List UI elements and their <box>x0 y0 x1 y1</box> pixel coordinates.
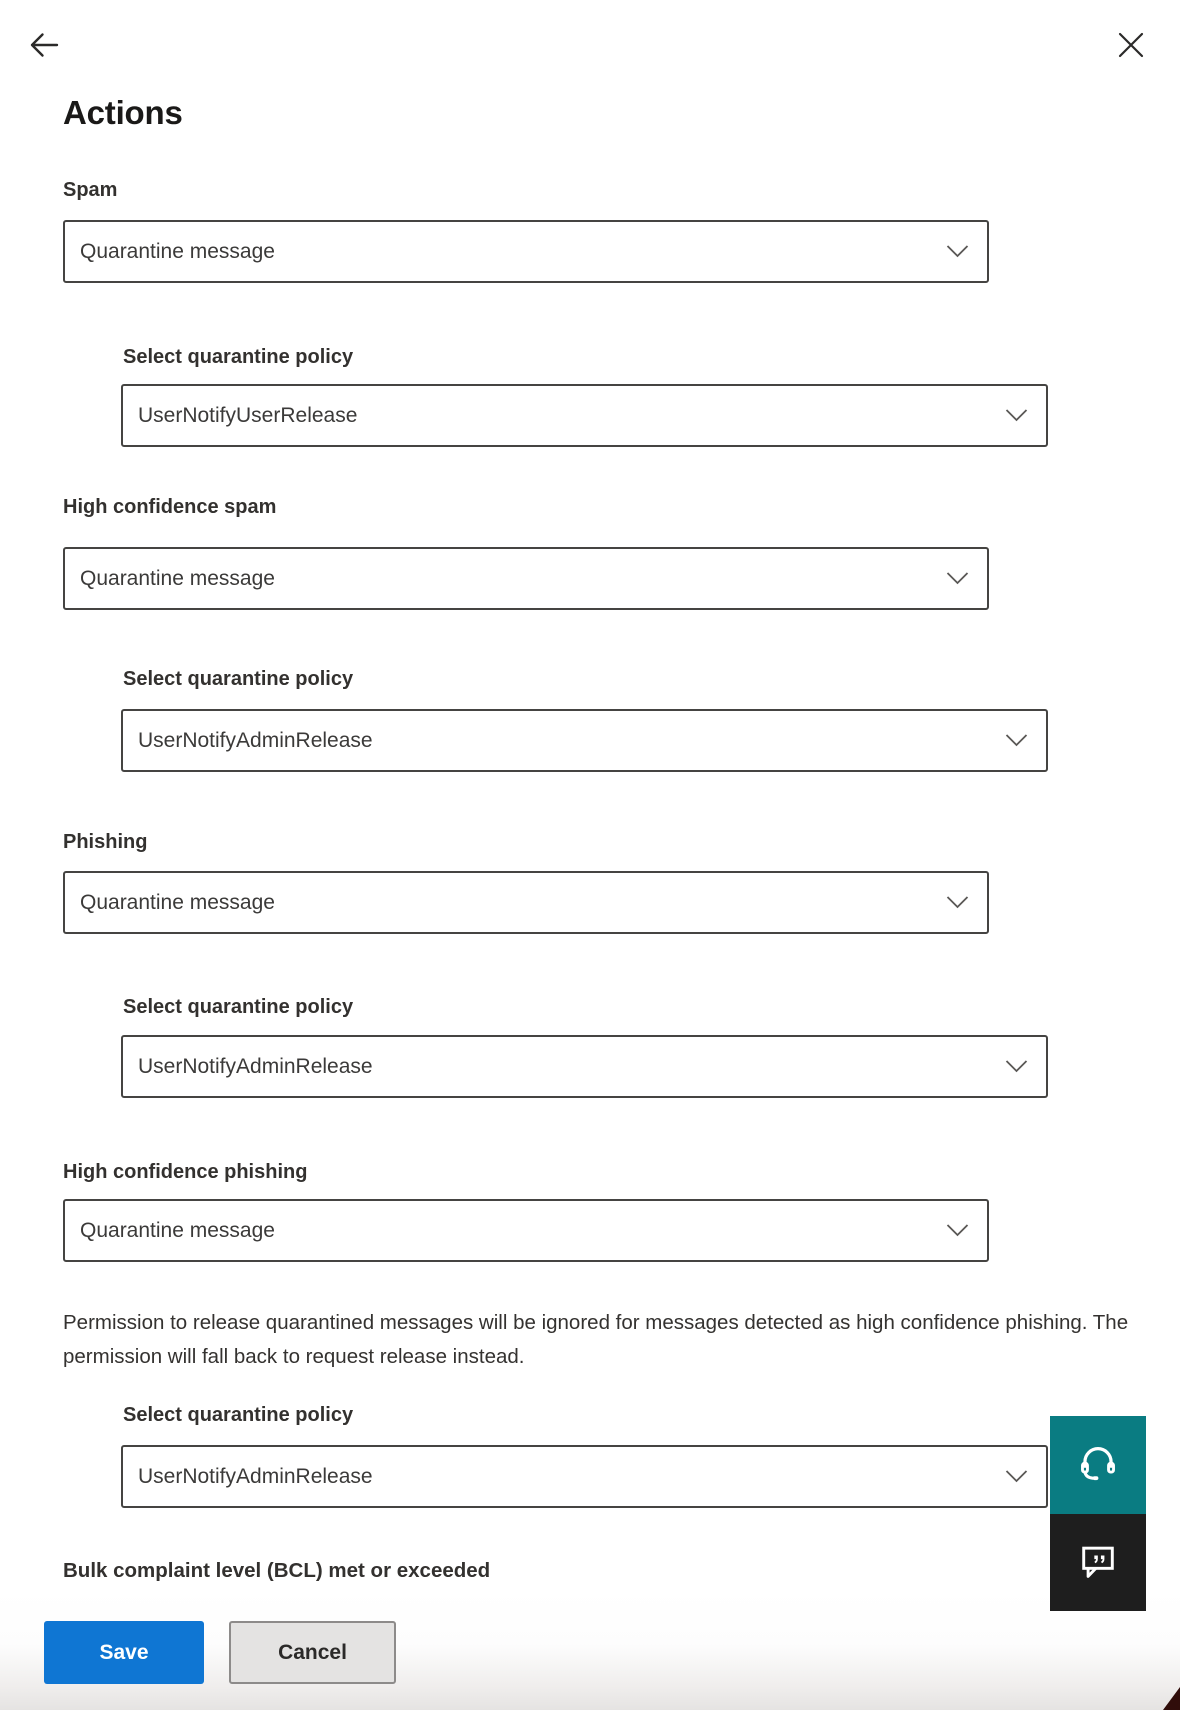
dropdown-selected-value: UserNotifyUserRelease <box>138 403 358 427</box>
hcs-quarantine-policy-dropdown[interactable] <box>121 709 1048 772</box>
chevron-down-icon <box>946 567 969 591</box>
hcp-quarantine-policy-dropdown[interactable] <box>121 1445 1048 1508</box>
field-label-spam: Spam <box>63 179 118 201</box>
help-button[interactable] <box>1050 1416 1146 1514</box>
dropdown-selected-value: Quarantine message <box>80 566 275 590</box>
back-arrow-icon <box>27 28 61 65</box>
feedback-button[interactable] <box>1050 1514 1146 1611</box>
save-button[interactable]: Save <box>44 1621 204 1684</box>
close-icon <box>1116 30 1146 63</box>
section-label-bulk-complaint-level: Bulk complaint level (BCL) met or exceeded <box>63 1559 491 1582</box>
field-label-phishing-quarantine-policy: Select quarantine policy <box>123 996 354 1018</box>
dropdown-selected-value: UserNotifyAdminRelease <box>138 1464 373 1488</box>
chat-bubble-icon <box>1076 1539 1120 1586</box>
close-button[interactable] <box>1110 26 1152 66</box>
dropdown-selected-value: Quarantine message <box>80 1218 275 1242</box>
high-confidence-phishing-note: Permission to release quarantined messages will be ignored for messages detected as high confidence phishing. The permission will fall back to request release instead. <box>63 1311 1129 1368</box>
back-button[interactable] <box>24 26 64 66</box>
field-label-phishing: Phishing <box>63 831 148 853</box>
page-title: Actions <box>63 94 183 131</box>
high-confidence-spam-action-dropdown[interactable] <box>63 547 989 610</box>
field-label-hcp-quarantine-policy: Select quarantine policy <box>123 1404 354 1426</box>
chevron-down-icon <box>1005 1465 1028 1489</box>
dropdown-selected-value: Quarantine message <box>80 890 275 914</box>
dropdown-selected-value: UserNotifyAdminRelease <box>138 728 373 752</box>
chevron-down-icon <box>1005 1055 1028 1079</box>
field-label-high-confidence-phishing: High confidence phishing <box>63 1161 308 1183</box>
phishing-action-dropdown[interactable] <box>63 871 989 934</box>
phishing-quarantine-policy-dropdown[interactable] <box>121 1035 1048 1098</box>
field-label-hcs-quarantine-policy: Select quarantine policy <box>123 668 354 690</box>
chevron-down-icon <box>946 240 969 264</box>
chevron-down-icon <box>1005 404 1028 428</box>
headset-icon <box>1075 1441 1121 1490</box>
field-label-high-confidence-spam: High confidence spam <box>63 496 277 518</box>
chevron-down-icon <box>946 891 969 915</box>
dropdown-selected-value: Quarantine message <box>80 239 275 263</box>
spam-quarantine-policy-dropdown[interactable] <box>121 384 1048 447</box>
footer-bar <box>0 1590 1180 1710</box>
chevron-down-icon <box>1005 729 1028 753</box>
cancel-button[interactable]: Cancel <box>229 1621 396 1684</box>
spam-action-dropdown[interactable] <box>63 220 989 283</box>
high-confidence-phishing-action-dropdown[interactable] <box>63 1199 989 1262</box>
dropdown-selected-value: UserNotifyAdminRelease <box>138 1054 373 1078</box>
screen-corner-artifact <box>1163 1687 1180 1710</box>
chevron-down-icon <box>946 1219 969 1243</box>
field-label-spam-quarantine-policy: Select quarantine policy <box>123 346 354 368</box>
